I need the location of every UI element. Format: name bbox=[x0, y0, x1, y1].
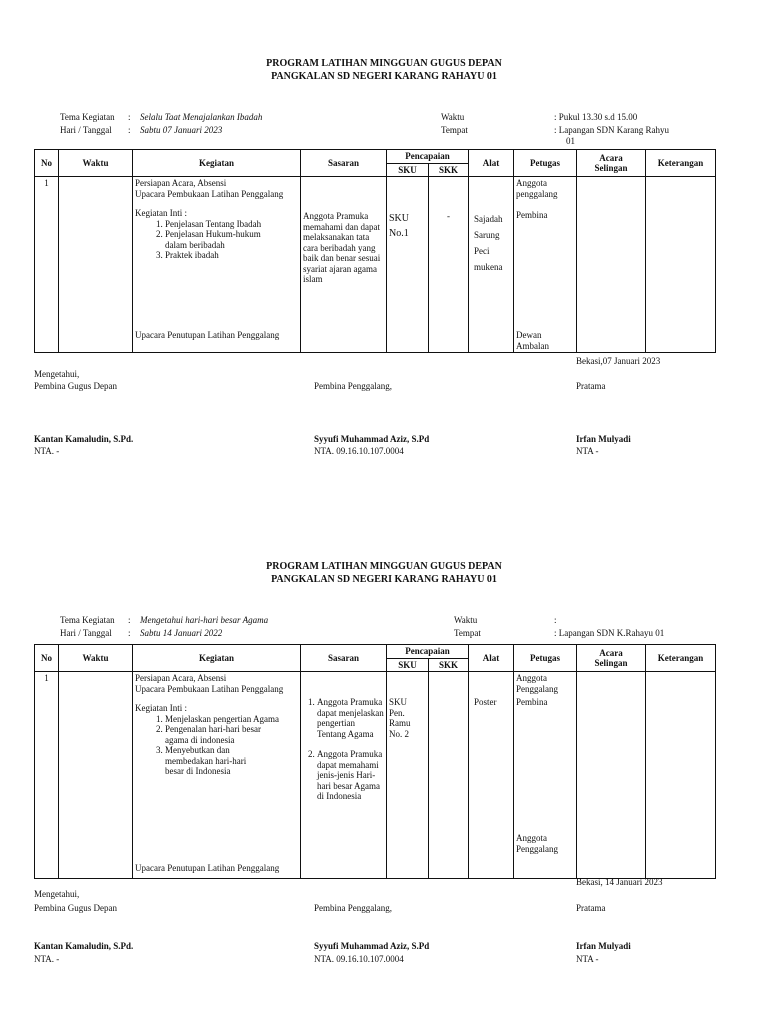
right-signer-role: Pratama bbox=[576, 903, 606, 913]
sku-value: SKU Pen. Ramu No. 2 bbox=[389, 697, 411, 739]
doc-title-line-1: PROGRAM LATIHAN MINGGUAN GUGUS DEPAN bbox=[266, 58, 502, 69]
petugas-mid: Pembina bbox=[516, 210, 548, 220]
waktu-value: : Pukul 13.30 s.d 15.00 bbox=[554, 112, 638, 122]
kegiatan-close: Upacara Penutupan Latihan Penggalang bbox=[135, 330, 280, 340]
alat-item: Poster bbox=[474, 697, 497, 707]
doc-title-line-2: PANGKALAN SD NEGERI KARANG RAHAYU 01 bbox=[271, 574, 497, 585]
hari-value: Sabtu 14 Januari 2022 bbox=[140, 628, 223, 638]
mid-signer-name: Syyufi Muhammad Aziz, S.Pd bbox=[314, 941, 430, 951]
waktu-value: : bbox=[554, 615, 557, 625]
tempat-value: : Lapangan SDN K.Rahayu 01 bbox=[554, 628, 665, 638]
header-skk: SKK bbox=[429, 658, 469, 672]
kegiatan-open-1: Persiapan Acara, Absensi bbox=[135, 673, 227, 683]
tema-sep: : bbox=[128, 112, 131, 122]
header-no: No bbox=[35, 150, 59, 177]
row-skk bbox=[429, 672, 469, 879]
doc-title-line-2: PANGKALAN SD NEGERI KARANG RAHAYU 01 bbox=[271, 71, 497, 82]
sku-value: SKU No.1 bbox=[389, 213, 410, 239]
row-acara bbox=[577, 672, 646, 879]
header-keterangan: Keterangan bbox=[646, 150, 716, 177]
tema-sep: : bbox=[128, 615, 131, 625]
right-signer-nta: NTA - bbox=[576, 446, 599, 456]
header-no: No bbox=[35, 645, 59, 672]
list-item: 1. Penjelasan Tentang Ibadah bbox=[165, 219, 298, 230]
header-skk: SKK bbox=[429, 163, 469, 177]
header-kegiatan: Kegiatan bbox=[133, 150, 301, 177]
right-signer-nta: NTA - bbox=[576, 954, 599, 964]
sasaran-text: Anggota Pramuka memahami dan dapat melaksanakan tata cara beribadah yang baik dan benar sesuai syariat ajaran agama islam bbox=[303, 211, 381, 284]
right-signer-role: Pratama bbox=[576, 381, 606, 391]
row-alat bbox=[469, 672, 514, 879]
kegiatan-inti-list bbox=[135, 714, 298, 777]
right-signer-name: Irfan Mulyadi bbox=[576, 434, 631, 444]
header-sasaran: Sasaran bbox=[301, 645, 387, 672]
mengetahui-label: Mengetahui, bbox=[34, 369, 80, 379]
mid-signer-role: Pembina Penggalang, bbox=[314, 381, 392, 391]
mid-signer-nta: NTA. 09.16.10.107.0004 bbox=[314, 954, 404, 964]
tempat-label: Tempat bbox=[441, 125, 468, 135]
header-acara-selingan bbox=[577, 645, 646, 672]
header-petugas: Petugas bbox=[514, 645, 577, 672]
header-pencapaian: Pencapaian bbox=[387, 645, 469, 659]
mid-signer-nta: NTA. 09.16.10.107.0004 bbox=[314, 446, 404, 456]
list-item: 3. Menyebutkan dan membedakan hari-hari besar di Indonesia bbox=[165, 745, 255, 777]
row-skk bbox=[429, 177, 469, 353]
header-acara-selingan bbox=[577, 150, 646, 177]
header-kegiatan: Kegiatan bbox=[133, 645, 301, 672]
petugas-top: Anggota Penggalang bbox=[516, 673, 559, 694]
header-sasaran: Sasaran bbox=[301, 150, 387, 177]
petugas-bottom: Anggota Penggalang bbox=[516, 833, 559, 854]
tempat-label: Tempat bbox=[454, 628, 481, 638]
sasaran-list bbox=[303, 697, 384, 802]
kegiatan-inti-list bbox=[135, 219, 298, 261]
row-waktu bbox=[59, 177, 133, 353]
header-pencapaian: Pencapaian bbox=[387, 150, 469, 164]
header-petugas: Petugas bbox=[514, 150, 577, 177]
tema-label: Tema Kegiatan bbox=[60, 112, 115, 122]
header-acara-line1: Acara bbox=[599, 647, 623, 658]
row-sasaran bbox=[301, 177, 387, 353]
alat-item: Sarung bbox=[474, 230, 500, 240]
hari-label: Hari / Tanggal bbox=[60, 628, 112, 638]
table-row bbox=[35, 672, 716, 879]
hari-sep: : bbox=[128, 125, 131, 135]
tempat-value: : Lapangan SDN Karang Rahyu bbox=[554, 125, 669, 135]
tempat-value-cont: 01 bbox=[566, 136, 575, 146]
left-signer-name: Kantan Kamaludin, S.Pd. bbox=[34, 434, 134, 444]
waktu-label: Waktu bbox=[441, 112, 465, 122]
left-signer-role: Pembina Gugus Depan bbox=[34, 381, 117, 391]
header-acara-line2: Selingan bbox=[594, 658, 628, 668]
row-no: 1 bbox=[35, 672, 59, 879]
header-alat: Alat bbox=[469, 645, 514, 672]
right-signer-name: Irfan Mulyadi bbox=[576, 941, 631, 951]
header-alat: Alat bbox=[469, 150, 514, 177]
program-section-2 bbox=[0, 503, 768, 1015]
row-alat bbox=[469, 177, 514, 353]
alat-item: mukena bbox=[474, 262, 503, 272]
kegiatan-open-2: Upacara Pembukaan Latihan Penggalang bbox=[135, 683, 284, 694]
row-waktu bbox=[59, 672, 133, 879]
activity-table bbox=[34, 149, 716, 353]
list-item: 1. Menjelaskan pengertian Agama bbox=[165, 714, 298, 725]
row-sasaran bbox=[301, 672, 387, 879]
kegiatan-close: Upacara Penutupan Latihan Penggalang bbox=[135, 863, 280, 873]
header-keterangan: Keterangan bbox=[646, 645, 716, 672]
kegiatan-open-1: Persiapan Acara, Absensi bbox=[135, 178, 227, 188]
mid-signer-name: Syyufi Muhammad Aziz, S.Pd bbox=[314, 434, 430, 444]
left-signer-name: Kantan Kamaludin, S.Pd. bbox=[34, 941, 134, 951]
row-sku bbox=[387, 177, 429, 353]
list-item: 2. Penjelasan Hukum-hukum dalam beribadah bbox=[165, 229, 275, 250]
header-sku: SKU bbox=[387, 658, 429, 672]
hari-label: Hari / Tanggal bbox=[60, 125, 112, 135]
list-item: 3. Praktek ibadah bbox=[165, 250, 298, 261]
row-keterangan bbox=[646, 177, 716, 353]
left-signer-nta: NTA. - bbox=[34, 446, 60, 456]
header-acara-line2: Selingan bbox=[594, 163, 628, 173]
row-sku bbox=[387, 672, 429, 879]
mengetahui-label: Mengetahui, bbox=[34, 889, 80, 899]
header-waktu: Waktu bbox=[59, 150, 133, 177]
list-item: 2. Pengenalan hari-hari besar agama di indonesia bbox=[165, 724, 275, 745]
header-sku: SKU bbox=[387, 163, 429, 177]
place-date: Bekasi, 14 Januari 2023 bbox=[576, 877, 663, 887]
tema-value: Mengetahui hari-hari besar Agama bbox=[140, 615, 269, 625]
kegiatan-inti-label: Kegiatan Inti : bbox=[135, 208, 187, 218]
alat-item: Peci bbox=[474, 246, 490, 256]
tema-label: Tema Kegiatan bbox=[60, 615, 115, 625]
mid-signer-role: Pembina Penggalang, bbox=[314, 903, 392, 913]
waktu-label: Waktu bbox=[454, 615, 478, 625]
kegiatan-open-2: Upacara Pembukaan Latihan Penggalang bbox=[135, 188, 284, 199]
hari-sep: : bbox=[128, 628, 131, 638]
left-signer-nta: NTA. - bbox=[34, 954, 60, 964]
activity-table bbox=[34, 644, 716, 879]
list-item: 2. Anggota Pramuka dapat memahami jenis-jenis Hari-hari besar Agama di Indonesia bbox=[317, 749, 384, 802]
list-item: 1. Anggota Pramuka dapat menjelaskan pengertian Tentang Agama bbox=[317, 697, 384, 739]
row-acara bbox=[577, 177, 646, 353]
table-row bbox=[35, 177, 716, 353]
petugas-bottom: Dewan Ambalan bbox=[516, 330, 550, 351]
kegiatan-inti-label: Kegiatan Inti : bbox=[135, 703, 187, 713]
petugas-mid: Pembina bbox=[516, 697, 548, 707]
doc-title-line-1: PROGRAM LATIHAN MINGGUAN GUGUS DEPAN bbox=[266, 561, 502, 572]
row-kegiatan bbox=[133, 177, 301, 353]
left-signer-role: Pembina Gugus Depan bbox=[34, 903, 117, 913]
row-keterangan bbox=[646, 672, 716, 879]
row-no: 1 bbox=[35, 177, 59, 353]
alat-item: Sajadah bbox=[474, 214, 503, 224]
petugas-top: Anggota penggalang bbox=[516, 178, 558, 199]
row-petugas bbox=[514, 672, 577, 879]
row-kegiatan bbox=[133, 672, 301, 879]
skk-value: - bbox=[447, 211, 450, 221]
tema-value: Selalu Taat Menajalankan Ibadah bbox=[140, 112, 263, 122]
header-acara-line1: Acara bbox=[599, 152, 623, 163]
place-date: Bekasi,07 Januari 2023 bbox=[576, 356, 661, 366]
row-petugas bbox=[514, 177, 577, 353]
header-waktu: Waktu bbox=[59, 645, 133, 672]
alat-list bbox=[471, 211, 511, 275]
hari-value: Sabtu 07 Januari 2023 bbox=[140, 125, 223, 135]
